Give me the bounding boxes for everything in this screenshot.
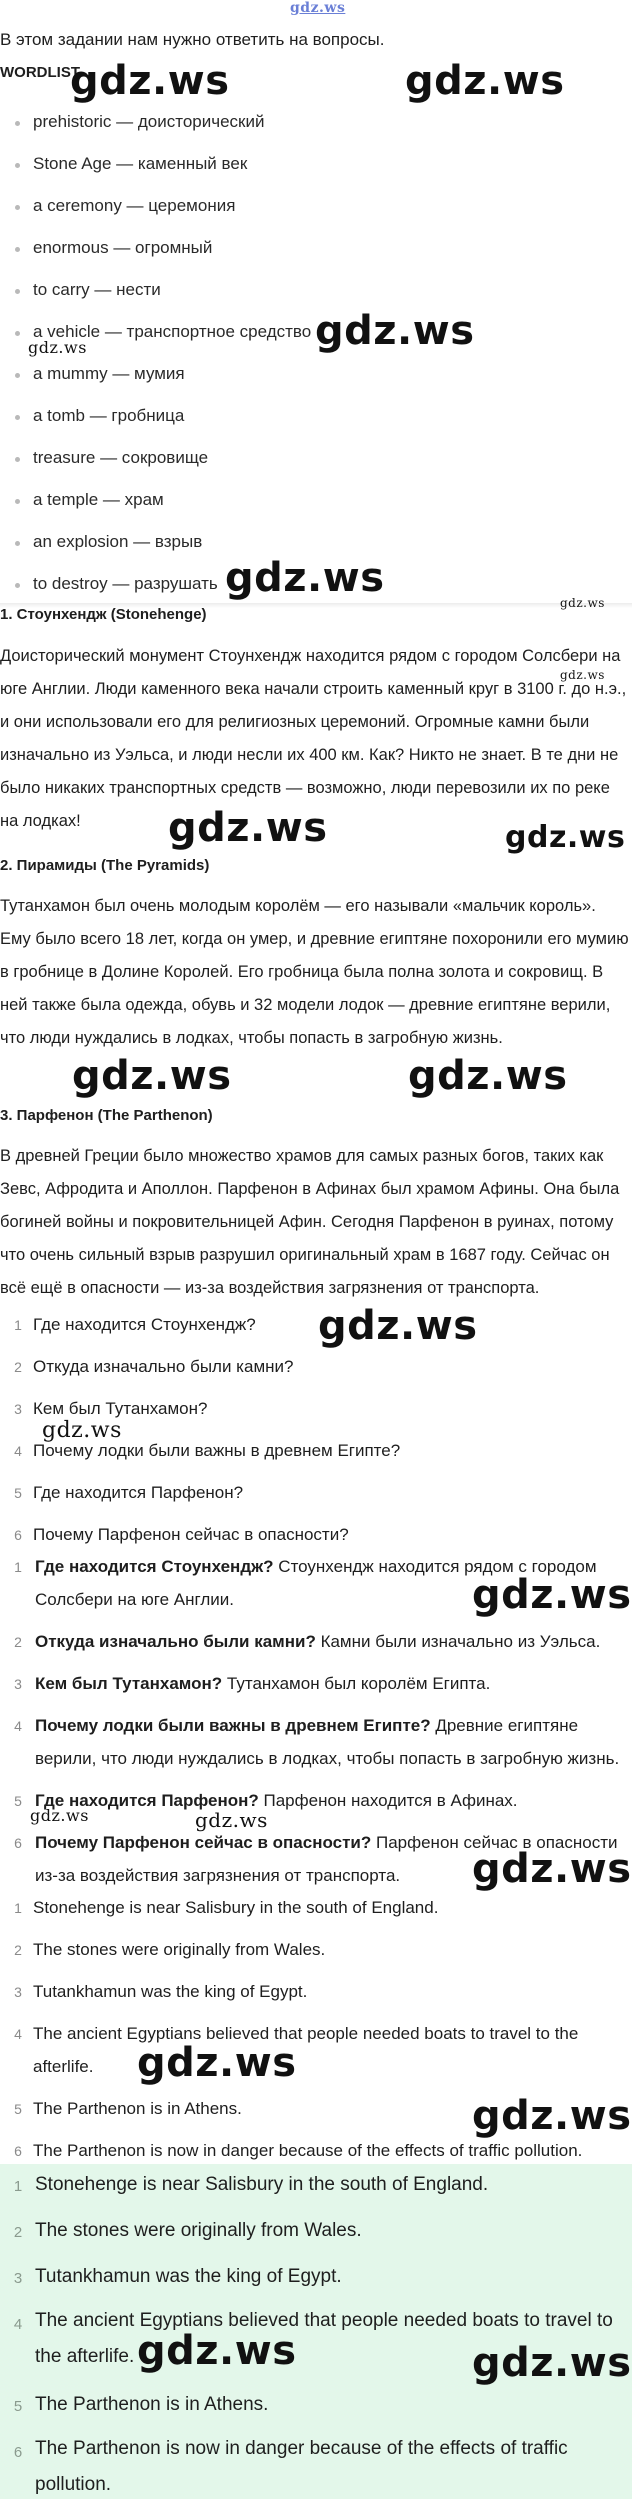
section-text: Тутанхамон был очень молодым королём — его называли «мальчик король». Ему было всего 18 лет, когда он умер, и древние египтяне похоронили его мумию в гробнице в Долине Королей. Его гробница была полна золота и сокровищ. В ней также была одежда, обувь и 32 модели лодок — древние египтяне верили, что люди нуждались в лодках, чтобы попасть в загробную жизнь. — [0, 897, 629, 1047]
bullet-icon — [15, 205, 20, 210]
answer-number: 1 — [14, 1559, 22, 1575]
watermark: gdz.ws — [560, 668, 605, 682]
question-item: Кем был Тутанхамон? — [33, 1399, 208, 1418]
question-number: 6 — [14, 1527, 22, 1543]
answer-item: The Parthenon is now in danger because of the effects of traffic pollution. — [35, 2438, 568, 2495]
bullet-icon — [15, 499, 20, 504]
bullet-icon — [15, 289, 20, 294]
watermark: gdz.ws — [225, 555, 385, 601]
answer-number: 2 — [13, 2224, 23, 2241]
answer-number: 2 — [14, 1634, 22, 1650]
intro-text: В этом задании нам нужно ответить на вопросы. — [0, 30, 385, 49]
answer-text: Древние египтяне верили, что люди нуждались в лодках, чтобы попасть в загробную жизнь. — [35, 1716, 620, 1768]
answer-item: The Parthenon is in Athens. — [33, 2099, 242, 2118]
answer-number: 1 — [14, 1900, 22, 1916]
answer-number: 4 — [14, 2026, 22, 2042]
wordlist-item: an explosion — взрыв — [33, 532, 203, 551]
top-watermark-link[interactable]: gdz.ws — [290, 0, 346, 16]
wordlist-item: enormous — огромный — [33, 238, 213, 257]
watermark: gdz.ws — [318, 1303, 478, 1349]
bullet-icon — [15, 583, 20, 588]
wordlist-item: Stone Age — каменный век — [33, 154, 248, 173]
answer-item: Stonehenge is near Salisbury in the south of England. — [33, 1898, 439, 1917]
watermark: gdz.ws — [505, 820, 626, 855]
watermark: gdz.ws — [472, 2340, 632, 2386]
answer-number: 6 — [14, 1835, 22, 1851]
answer-question: Почему Парфенон сейчас в опасности? — [35, 1833, 372, 1852]
answer-number: 6 — [13, 2444, 23, 2461]
answer-item: The ancient Egyptians believed that people needed boats to travel to the afterlife. — [35, 2310, 613, 2367]
answer-text: Тутанхамон был королём Египта. — [222, 1674, 491, 1693]
answer-number: 5 — [14, 1793, 22, 1809]
watermark: gdz.ws — [137, 2328, 297, 2374]
watermark: gdz.ws — [315, 308, 475, 354]
watermark: gdz.ws — [168, 805, 328, 851]
answer-number: 3 — [14, 1984, 22, 2000]
answer-text: Парфенон находится в Афинах. — [258, 1791, 518, 1810]
answer-item — [35, 1667, 625, 1700]
wordlist-item: a temple — храм — [33, 490, 164, 509]
question-item: Почему Парфенон сейчас в опасности? — [33, 1525, 349, 1544]
wordlist-item: a mummy — мумия — [33, 364, 185, 383]
question-number: 1 — [14, 1317, 22, 1333]
answer-item: The Parthenon is now in danger because of the effects of traffic pollution. — [33, 2141, 583, 2160]
bullet-icon — [15, 247, 20, 252]
watermark: gdz.ws — [28, 338, 87, 357]
answer-question: Кем был Тутанхамон? — [35, 1674, 223, 1693]
section-title: 3. Парфенон (The Parthenon) — [0, 1107, 213, 1124]
answer-item — [35, 1784, 625, 1817]
answer-text: Стоунхендж находится рядом с городом Солсбери на юге Англии. — [35, 1557, 597, 1609]
watermark: gdz.ws — [472, 1572, 632, 1618]
wordlist-item: to carry — нести — [33, 280, 161, 299]
wordlist-item: a tomb — гробница — [33, 406, 185, 425]
watermark: gdz.ws — [472, 2093, 632, 2139]
answer-item: Stonehenge is near Salisbury in the south of England. — [35, 2174, 489, 2195]
answer-item: The Parthenon is in Athens. — [35, 2394, 269, 2415]
answer-item — [35, 1625, 625, 1658]
question-number: 2 — [14, 1359, 22, 1375]
section-title: 2. Пирамиды (The Pyramids) — [0, 857, 210, 874]
answer-item: The stones were originally from Wales. — [33, 1940, 326, 1959]
answer-number: 3 — [13, 2270, 23, 2287]
answer-number: 2 — [14, 1942, 22, 1958]
bullet-icon — [15, 331, 20, 336]
wordlist-item: a vehicle — транспортное средство — [33, 322, 312, 341]
question-item: Почему лодки были важны в древнем Египте? — [33, 1441, 401, 1460]
question-item: Где находится Стоунхендж? — [33, 1315, 256, 1334]
question-number: 3 — [14, 1401, 22, 1417]
wordlist-item: treasure — сокровище — [33, 448, 209, 467]
watermark: gdz.ws — [408, 1053, 568, 1099]
watermark: gdz.ws — [195, 1808, 268, 1832]
bullet-icon — [15, 163, 20, 168]
watermark: gdz.ws — [30, 1806, 89, 1825]
answer-text: Парфенон сейчас в опасности из-за воздействия загрязнения от транспорта. — [35, 1833, 618, 1885]
answer-item — [35, 1709, 625, 1775]
bullet-icon — [15, 415, 20, 420]
question-item: Откуда изначально были камни? — [33, 1357, 294, 1376]
bullet-icon — [15, 121, 20, 126]
answer-item: Tutankhamun was the king of Egypt. — [35, 2266, 342, 2287]
watermark: gdz.ws — [405, 58, 565, 104]
watermark: gdz.ws — [472, 1846, 632, 1892]
wordlist-title: WORDLIST — [0, 64, 80, 81]
bullet-icon — [15, 457, 20, 462]
answer-question: Откуда изначально были камни? — [35, 1632, 316, 1651]
answer-number: 4 — [13, 2316, 23, 2333]
section-text: В древней Греции было множество храмов для самых разных богов, таких как Зевс, Афродита и Аполлон. Парфенон в Афинах был храмом Афины. Она была богиней войны и покровительницей Афин. Сегодня Парфенон в руинах, потому что очень сильный взрыв разрушил оригинальный храм в 1687 году. Сейчас он всё ещё в опасности — из-за воздействия загрязнения от транспорта. — [0, 1147, 620, 1297]
answer-item: The ancient Egyptians believed that people needed boats to travel to the afterlife. — [33, 2024, 579, 2076]
watermark: gdz.ws — [137, 2040, 297, 2086]
watermark: gdz.ws — [42, 1418, 122, 1443]
question-number: 4 — [14, 1443, 22, 1459]
question-item: Где находится Парфенон? — [33, 1483, 244, 1502]
watermark: gdz.ws — [70, 58, 230, 104]
answer-question: Почему лодки были важны в древнем Египте? — [35, 1716, 431, 1735]
answer-number: 5 — [13, 2398, 23, 2415]
answer-number: 4 — [14, 1718, 22, 1734]
bullet-icon — [15, 373, 20, 378]
section-text: Доисторический монумент Стоунхендж находится рядом с городом Солсбери на юге Англии. Люди каменного века начали строить каменный круг в 3100 г. до н.э., и они использовали его для религиозных церемоний. Огромные камни были изначально из Уэльса, и люди несли их 400 км. Как? Никто не знает. В те дни не было никаких транспортных средств — возможно, люди перевозили их по реке на лодках! — [0, 647, 627, 830]
watermark: gdz.ws — [560, 596, 605, 610]
answer-item: Tutankhamun was the king of Egypt. — [33, 1982, 308, 2001]
section-title: 1. Стоунхендж (Stonehenge) — [0, 606, 207, 623]
answer-text: Камни были изначально из Уэльса. — [315, 1632, 601, 1651]
answer-number: 3 — [14, 1676, 22, 1692]
watermark: gdz.ws — [72, 1053, 232, 1099]
question-number: 5 — [14, 1485, 22, 1501]
answer-number: 1 — [13, 2178, 23, 2195]
answer-question: Где находится Стоунхендж? — [35, 1557, 274, 1576]
answer-item: The stones were originally from Wales. — [35, 2220, 362, 2241]
wordlist-item: prehistoric — доисторический — [33, 112, 265, 131]
answer-number: 6 — [14, 2143, 22, 2159]
answer-question: Где находится Парфенон? — [35, 1791, 259, 1810]
wordlist-item: a ceremony — церемония — [33, 196, 236, 215]
bullet-icon — [15, 541, 20, 546]
wordlist-item: to destroy — разрушать — [33, 574, 218, 593]
answer-number: 5 — [14, 2101, 22, 2117]
